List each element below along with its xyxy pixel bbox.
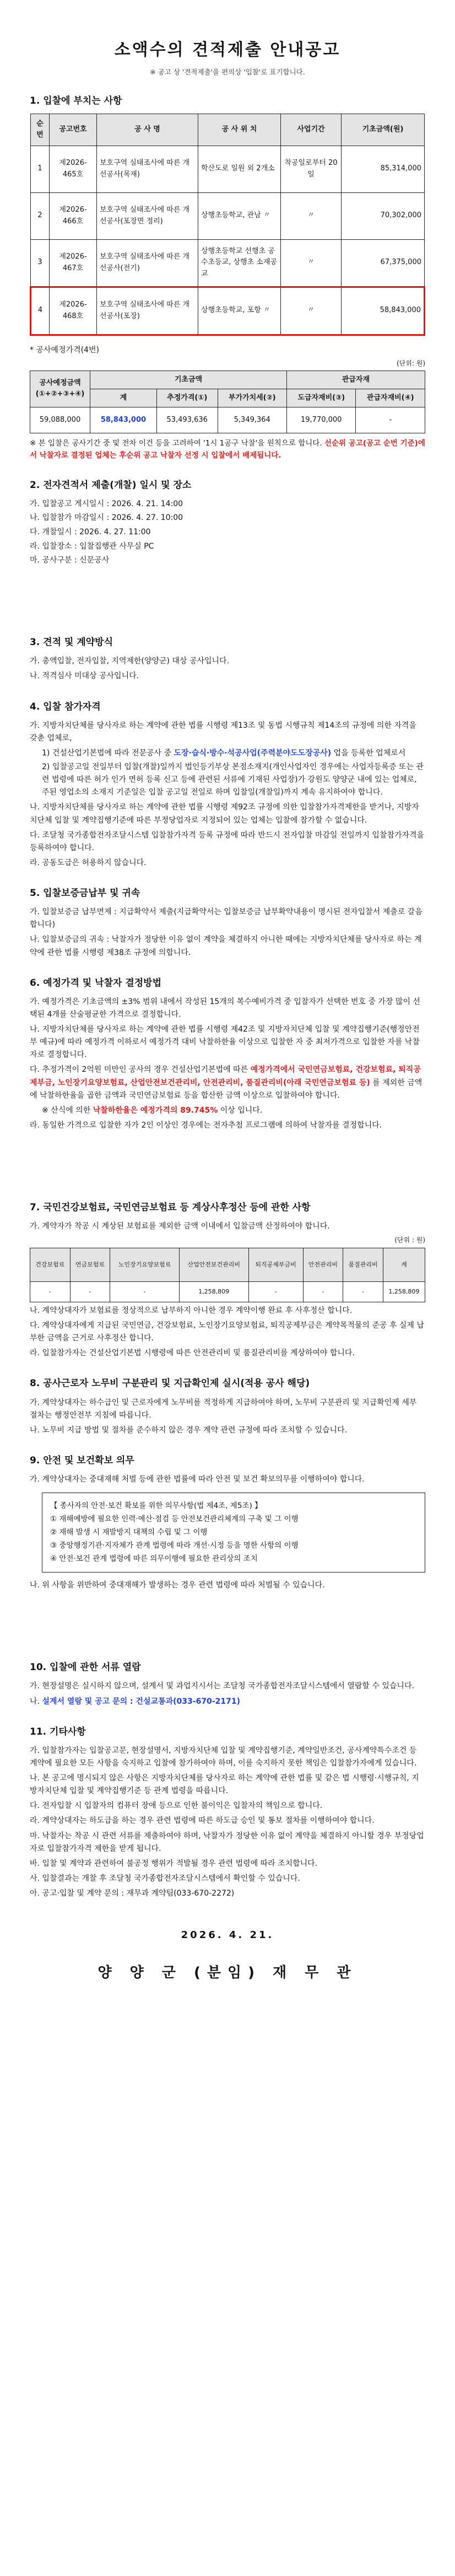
base-amount: 58,843,000 [342, 287, 425, 335]
table-row [31, 239, 425, 287]
paragraph: 가. 계약상대자는 중대재해 처벌 등에 관한 법률에 따라 안전 및 보건 확보의무를 이행하여야 합니다. [30, 1475, 365, 1484]
notice-number: 제2026-468호 [50, 287, 97, 335]
bid-items-header [31, 114, 425, 146]
section5-heading: 5. 입찰보증금납부 및 귀속 [30, 887, 140, 899]
highlighted-table-row [31, 287, 425, 335]
col-header: 관급자재비(④) [356, 389, 425, 407]
breakdown-header-row [30, 371, 425, 389]
supply-material-amount: 19,770,000 [286, 407, 355, 433]
paragraph: 가. 현장설명은 실시하지 않으며, 설계서 및 과업지시서는 조달청 국가종합전자조달시스템에서 열람할 수 있습니다. [30, 1682, 414, 1691]
project-period: 착공일로부터 20일 [281, 146, 342, 192]
project-name: 보호구역 실태조사에 따른 개선공사(전기) [97, 239, 198, 287]
schedule-item: 가. 입찰공고 게시일시 : 2026. 4. 21. 14:00 [30, 499, 183, 508]
col-header: 도급자재비(③) [286, 389, 355, 407]
paragraph: 나. 설계서 열람 및 공고 문의 : 건설교통과(033-670-2171) [30, 1697, 240, 1706]
paragraph: 라. 입찰참가자는 건설산업기본법 시행령에 따른 안전관리비 및 품질관리비를 계상하여야 합니다. [30, 1349, 355, 1358]
schedule-item: 라. 입찰장소 : 입찰집행관 사무실 PC [30, 541, 154, 551]
col-header: 산업안전보건관리비 [179, 1248, 248, 1281]
paragraph: 가. 계약자가 착공 시 계상된 보험료를 제외한 금액 이내에서 입찰금액 산정하여야 합니다. [30, 1222, 330, 1231]
section1-heading: 1. 입찰에 부치는 사항 [30, 95, 122, 106]
insurance-header-row [30, 1248, 425, 1281]
project-period: 〃 [281, 287, 342, 335]
section2-heading: 2. 전자견적서 제출(개찰) 일시 및 장소 [30, 480, 192, 491]
project-name: 보호구역 실태조사에 따른 개선공사(포장) [97, 287, 198, 335]
paragraph: 다. 조달청 국가종합전자조달시스템 입찰참가자격 등록 규정에 따라 반드시 전자입찰 마감일 전일까지 입찰참가자격을 등록하여야 합니다. [30, 830, 425, 852]
paragraph: 마. 낙찰자는 착공 시 관련 서류를 제출하여야 하며, 낙찰자가 정당한 이유 없이 계약을 체결하지 아니할 경우 부정당업자로 입찰참가자격 제한을 받게 됩니다. [30, 1831, 424, 1853]
box-line: ③ 중앙행정기관·지자체가 관계 법령에 따라 개선·시정 등을 명한 사항의 이행 [50, 1541, 299, 1550]
col-header: 품질관리비 [343, 1248, 383, 1281]
paragraph: 라. 계약상대자는 하도급을 하는 경우 관련 법령에 따른 하도급 승인 및 통보 절차를 이행하여야 합니다. [30, 1816, 375, 1826]
schedule-list [30, 498, 425, 567]
issuing-organization: 양 양 군 (분임) 재 무 관 [98, 1964, 358, 1981]
paragraph: 다. 추정가격이 2억원 미만인 공사의 경우 건설산업기본법에 따른 예정가격에서 국민연금보험료, 건강보험료, 퇴직공제부금, 노인장기요양보험료, 산업안전보건관리비, 안전관리비, 품질관리비(아래 국민연금보험료 등) 를 제외한 금액에 낙찰하한율을 곱한 금액과 국민연금보험료 등을 합산한 금액 이상으로 입찰하여야 합니다. [30, 1065, 422, 1100]
table-cell: - [30, 1281, 71, 1302]
paragraph: 가. 예정가격은 기초금액의 ±3% 범위 내에서 작성된 15개의 복수예비가격 중 입찰자가 선택한 번호 중 가장 많이 선택된 4개를 산술평균한 가격으로 결정합니다. [30, 997, 420, 1019]
table-row [31, 146, 425, 192]
col-header: 계 [383, 1248, 425, 1281]
paragraph: ※ 산식에 의한 낙찰하한율은 예정가격의 89.745% 이상 입니다. [42, 1105, 263, 1115]
paragraph: 가. 지방자치단체를 당사자로 하는 계약에 관한 법률 시행령 제13조 및 동법 시행규칙 제14조의 규정에 의한 자격을 갖춘 업체로, [30, 721, 416, 743]
gov-material-amount: - [356, 407, 425, 433]
col-header: 계 [90, 389, 157, 407]
insurance-unit: (단위 : 원) [394, 1236, 425, 1244]
paragraph: 가. 입찰참가자는 입찰공고문, 현장설명서, 지방자치단체 입찰 및 계약집행기준, 계약일반조건, 공사계약특수조건 등 계약에 필요한 모든 사항을 숙지하고 입찰에 참가하여야 하며, 이를 숙지하지 못한 책임은 입찰참가자에게 있습니다. [30, 1746, 417, 1768]
section3-heading: 3. 견적 및 계약방식 [30, 637, 113, 648]
box-line: ④ 안전·보건 관계 법령에 따른 의무이행에 필요한 관리상의 조치 [50, 1554, 258, 1564]
table-cell: - [70, 1281, 110, 1302]
paragraph: 나. 위 사항을 위반하여 중대재해가 발생하는 경우 관련 법령에 따라 처벌될 수 있습니다. [30, 1581, 325, 1590]
base-amount: 70,302,000 [342, 192, 425, 239]
col-header: 공 사 위 치 [198, 114, 281, 146]
notice-date: 2026. 4. 21. [181, 1929, 274, 1941]
total-amount: 59,088,000 [30, 407, 90, 433]
paragraph: 가. 입찰보증금 납부면제 : 지급확약서 제출(지급확약서는 입찰보증금 납부확약내용이 명시된 전자입찰서 제출로 갈음합니다) [30, 908, 422, 930]
notice-number: 제2026-465호 [50, 146, 97, 192]
box-line: 【 종사자의 안전·보건 확보를 위한 의무사항(법 제4조, 제5조) 】 [50, 1501, 262, 1511]
paragraph: 라. 공동도급은 허용하지 않습니다. [30, 858, 147, 867]
vat-amount: 5,349,364 [218, 407, 286, 433]
table-row [30, 407, 425, 433]
paragraph: 나. 지방자치단체를 당사자로 하는 계약에 관한 법률 시행령 제92조 규정에 의한 입찰참가자격제한을 받거나, 지방자치단체 입찰 및 계약집행기준에 따른 부정당업자로 지정되어 있는 업체는 입찰에 참가할 수 없습니다. [30, 803, 419, 825]
award-rule-note: ※ 본 입찰은 공사기간 중 및 전차 이건 등을 고려하여 '1시 1공구 낙찰'을 원칙으로 합니다. 선순위 공고(공고 순번 기준)에서 낙찰자로 결정된 업체는 후순위 공고 낙찰자 선정 시 입찰에서 배제됩니다. [30, 439, 425, 460]
row-no: 3 [31, 239, 50, 287]
project-location: 상행초등학교, 관남 〃 [198, 192, 281, 239]
table-cell: 1,258,809 [383, 1281, 425, 1302]
paragraph: 아. 공고·입찰 및 계약 문의 : 재무과 계약팀(033-670-2272) [30, 1888, 235, 1898]
col-header: 공사예정금액(①+②+③+④) [30, 371, 90, 407]
schedule-item: 마. 공사구분 : 신문공사 [30, 556, 110, 565]
table-cell: - [110, 1281, 180, 1302]
col-header: 퇴직공제부금비 [248, 1248, 303, 1281]
notice-title: 소액수의 견적제출 안내공고 [114, 40, 341, 60]
section7-heading: 7. 국민건강보험료, 국민연금보험료 등 계상사후정산 등에 관한 사항 [30, 1201, 311, 1213]
project-name: 보호구역 실태조사에 따른 개선공사(목재) [97, 146, 198, 192]
section9-heading: 9. 안전 및 보건확보 의무 [30, 1455, 134, 1466]
row-no: 2 [31, 192, 50, 239]
table-row [30, 1281, 425, 1302]
paragraph: 바. 입찰 및 계약과 관련하여 불공정 행위가 적발될 경우 관련 법령에 따라 조치합니다. [30, 1859, 318, 1868]
notice-subnote: ※ 공고 상 '견적제출'을 편의상 '입찰'로 표기합니다. [150, 67, 305, 76]
paragraph: 라. 동일한 가격으로 입찰한 자가 2인 이상인 경우에는 전자추첨 프로그램에 의하여 낙찰자를 결정합니다. [30, 1120, 382, 1130]
table-cell: 1,258,809 [179, 1281, 248, 1302]
project-name: 보호구역 실태조사에 따른 개선공사(포장면 정리) [97, 192, 198, 239]
paragraph: 나. 입찰보증금의 귀속 : 낙찰자가 정당한 이유 없이 계약을 체결하지 아니한 때에는 지방자치단체를 당사자로 하는 계약에 관한 법률 시행령 제38조 규정에 의합니다. [30, 935, 422, 957]
schedule-item: 나. 입찰참가 마감일시 : 2026. 4. 27. 10:00 [30, 513, 183, 523]
col-header: 공 사 명 [97, 114, 198, 146]
paragraph: 사. 입찰결과는 개찰 후 조달청 국가종합전자조달시스템에서 확인할 수 있습니다. [30, 1874, 300, 1883]
col-header: 기초금액 [90, 371, 287, 389]
bid-items-table [30, 114, 425, 335]
row-no: 4 [31, 287, 50, 335]
breakdown-unit: (단위: 원) [397, 359, 425, 368]
box-line: ② 재해 발생 시 재발방지 대책의 수립 및 그 이행 [50, 1528, 208, 1537]
project-location: 상행초등학교, 포항 〃 [198, 287, 281, 335]
table-row [31, 192, 425, 239]
paragraph: 가. 총액입찰, 전자입찰, 지역제한(양양군) 대상 공사입니다. [30, 657, 230, 666]
breakdown-label: * 공사예정가격(4번) [30, 345, 99, 355]
col-header: 추정가격(①) [156, 389, 218, 407]
paragraph: 나. 적격심사 미대상 공사입니다. [30, 672, 139, 681]
notice-number: 제2026-466호 [50, 192, 97, 239]
section11-heading: 11. 기타사항 [30, 1726, 86, 1737]
project-period: 〃 [281, 239, 342, 287]
col-header: 사업기간 [281, 114, 342, 146]
col-header: 기초금액(원) [342, 114, 425, 146]
box-line: ① 재해예방에 필요한 인력·예산·점검 등 안전보건관리체계의 구축 및 그 이행 [50, 1515, 299, 1524]
col-header: 부가가치세(②) [218, 389, 286, 407]
row-no: 1 [31, 146, 50, 192]
insurance-table [30, 1248, 425, 1302]
paragraph: 1) 건설산업기본법에 따라 전문공사 중 도장·습식·방수·석공사업(주력분야도도장공사) 업을 등록한 업체로서 [42, 749, 406, 758]
paragraph: 2) 입찰공고일 전일부터 입찰(개찰)일까지 법인등기부상 본점소재지(개인사업자인 경우에는 사업자등록증 또는 관련 법령에 따른 허가 인가 면허 등록 신고 등에 관련된 서류에 기재된 사업장)가 강원도 양양군 내에 있는 업체로, 주된 영업소의 소재지 기준일은 입찰 공고일 전일로 하며 입찰일(개찰일)까지 계속 유지하여야 합니다. [42, 763, 424, 797]
schedule-item: 다. 개찰일시 : 2026. 4. 27. 11:00 [30, 527, 151, 536]
project-location: 상행초등학교 선행초 공수초등교, 상행초 소재공교 [198, 239, 281, 287]
col-header: 공고번호 [50, 114, 97, 146]
paragraph: 나. 본 공고에 명시되지 않은 사항은 지방자치단체를 당사자로 하는 계약에 관한 법률 및 같은 법 시행령·시행규칙, 지방자치단체 입찰 및 계약집행기준 등 관계 법령을 따릅니다. [30, 1774, 419, 1796]
col-header: 순번 [31, 114, 50, 146]
paragraph: 나. 계약상대자가 보험료를 정상적으로 납부하지 아니한 경우 계약이행 완료 후 사후정산 합니다. [30, 1306, 353, 1315]
project-location: 학산도로 일원 외 2개소 [198, 146, 281, 192]
paragraph: 나. 노무비 지급 방법 및 절차를 준수하지 않은 경우 계약 관련 규정에 따라 조치할 수 있습니다. [30, 1425, 348, 1435]
section10-heading: 10. 입찰에 관한 서류 열람 [30, 1662, 141, 1673]
price-breakdown-table [30, 371, 425, 433]
paragraph: 나. 지방자치단체를 당사자로 하는 계약에 관한 법률 시행령 제42조 및 지방자치단체 입찰 및 계약집행기준(행정안전부 예규)에 따라 예정가격 이하로서 예정가격 대비 낙찰하한율 이상으로 입찰한 자 중 최저가격으로 입찰한 자를 낙찰자로 결정합니다. [30, 1025, 420, 1060]
section8-heading: 8. 공사근로자 노무비 구분관리 및 지급확인제 실시(적용 공사 해당) [30, 1378, 310, 1389]
project-period: 〃 [281, 192, 342, 239]
table-cell: - [303, 1281, 343, 1302]
paragraph: 가. 계약상대자는 하수급인 및 근로자에게 노무비를 적정하게 지급하여야 하며, 노무비 구분관리 및 지급확인제 세부 절차는 행정안전부 지침에 따릅니다. [30, 1398, 417, 1420]
section4-heading: 4. 입찰 참가자격 [30, 701, 101, 712]
table-cell: - [248, 1281, 303, 1302]
safety-duty-box [42, 1493, 425, 1573]
col-header: 연금보험료 [70, 1248, 110, 1281]
notice-number: 제2026-467호 [50, 239, 97, 287]
col-header: 안전관리비 [303, 1248, 343, 1281]
col-header: 노인장기요양보험료 [110, 1248, 180, 1281]
paragraph: 다. 전자입찰 시 입찰자의 컴퓨터 장애 등으로 인한 불이익은 입찰자의 책임으로 합니다. [30, 1801, 323, 1811]
section6-heading: 6. 예정가격 및 낙찰자 결정방법 [30, 977, 162, 989]
col-header: 건강보험료 [30, 1248, 71, 1281]
table-cell: - [343, 1281, 383, 1302]
base-total-amount: 58,843,000 [90, 407, 157, 433]
base-amount: 67,375,000 [342, 239, 425, 287]
col-header: 관급자재 [286, 371, 425, 389]
estimated-price: 53,493,636 [156, 407, 218, 433]
base-amount: 85,314,000 [342, 146, 425, 192]
paragraph: 다. 계약상대자에게 지급된 국민연금, 건강보험료, 노인장기요양보험료, 퇴직공제부금은 계약목적물의 준공 후 실제 납부한 금액을 근거로 사후정산 합니다. [30, 1321, 424, 1343]
